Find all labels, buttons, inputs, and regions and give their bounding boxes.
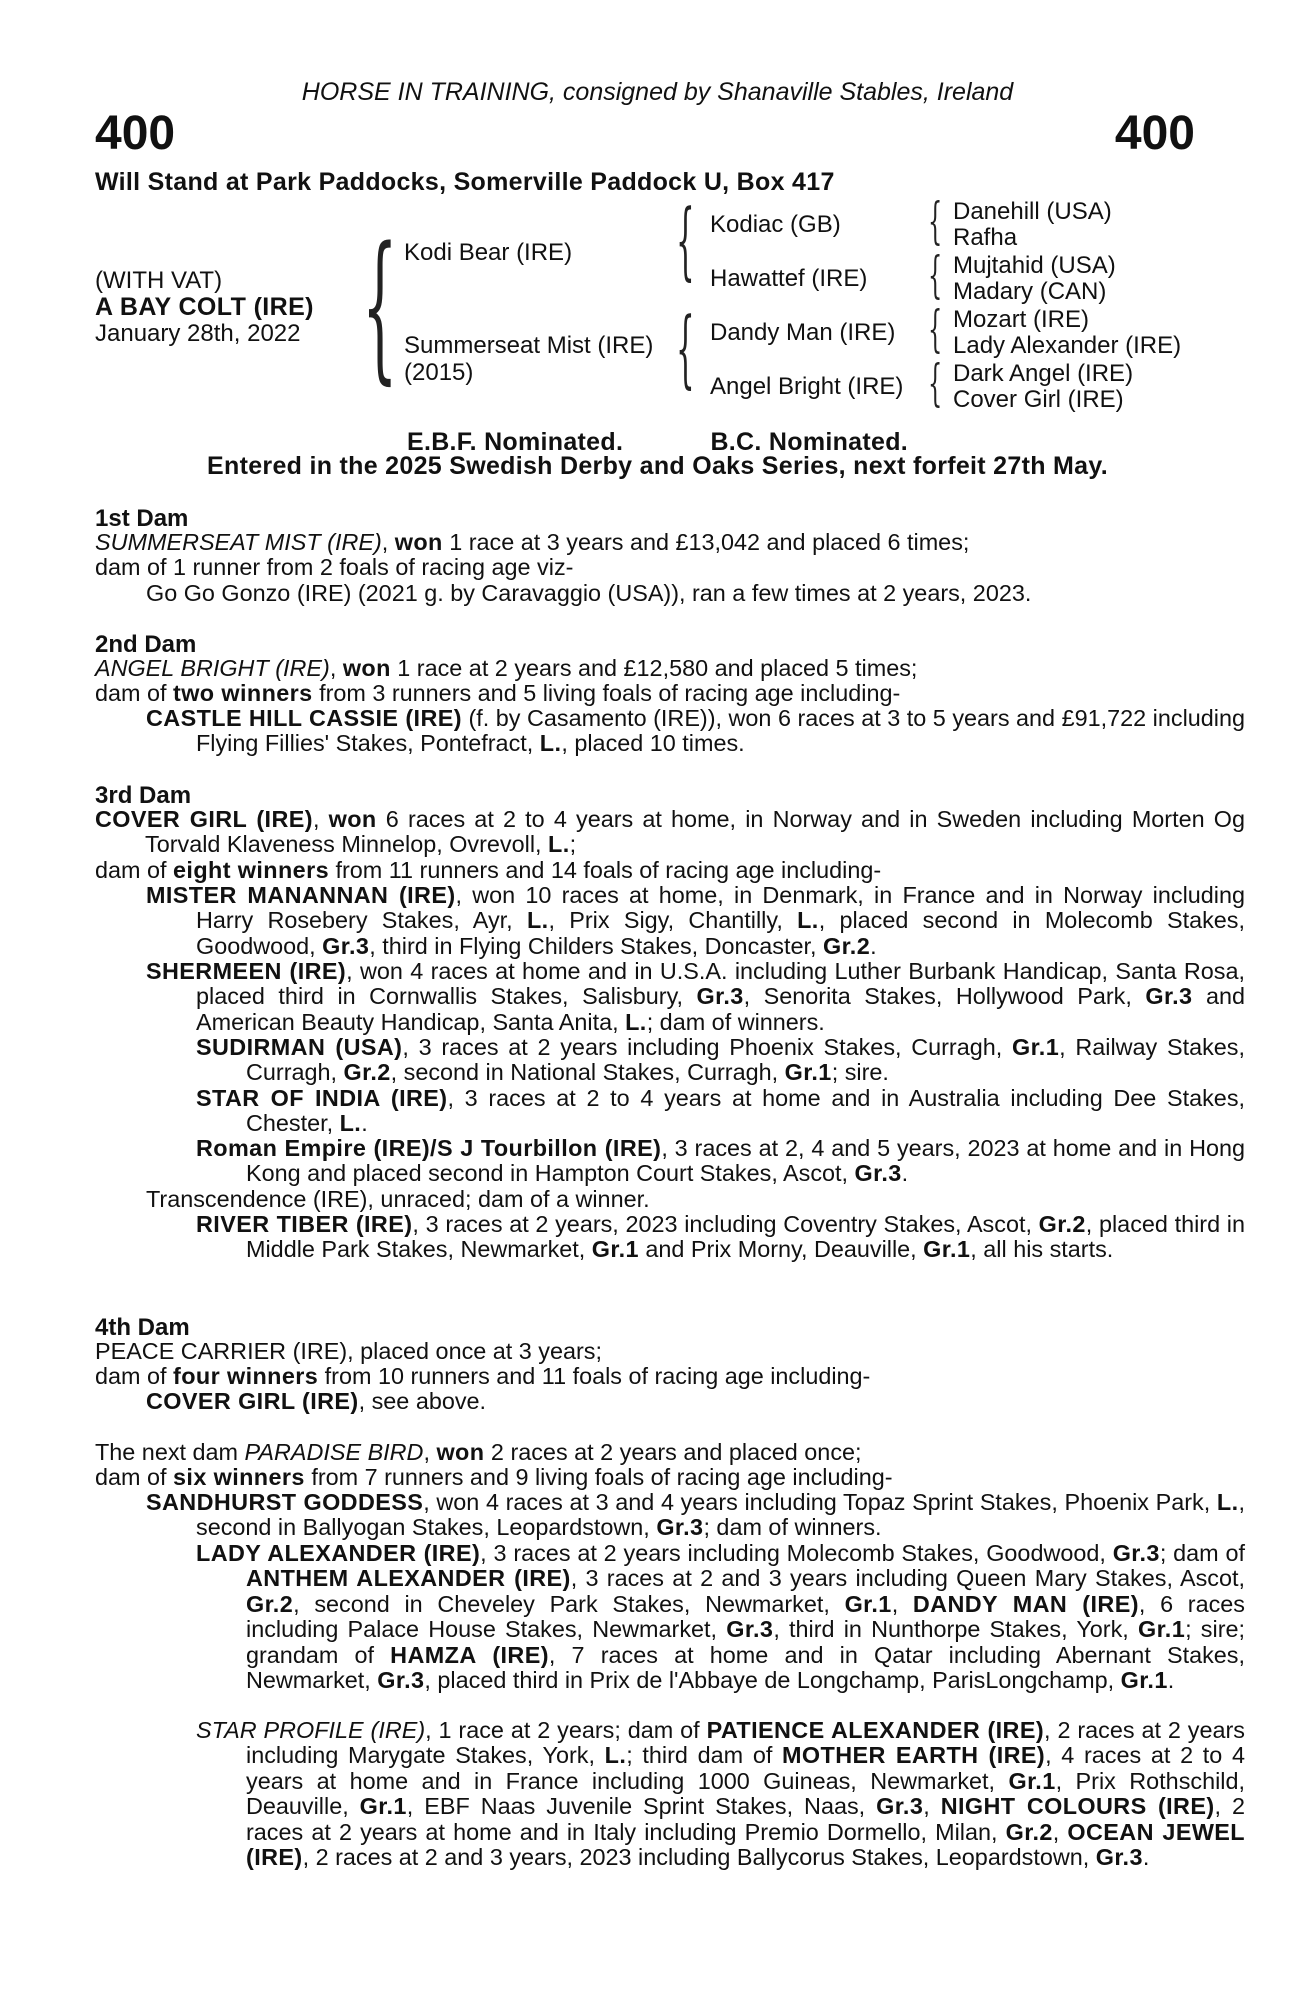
progeny-text: , second in National Stakes, Curragh, — [390, 1059, 785, 1086]
horse-name: A BAY COLT (IRE) — [95, 293, 314, 321]
dam1-rest: 1 race at 3 years and £13,042 and placed 6 times; — [442, 529, 970, 555]
progeny-name: STAR PROFILE (IRE) — [196, 1717, 426, 1743]
progeny-name: HAMZA (IRE) — [390, 1641, 549, 1668]
progeny-text: , third in Nunthorpe Stakes, York, — [773, 1616, 1138, 1643]
progeny-name: NIGHT COLOURS (IRE) — [940, 1793, 1215, 1820]
dam3-winners: eight winners — [173, 857, 329, 883]
group-mark: Gr.3 — [656, 1514, 704, 1541]
progeny-star-profile — [196, 1718, 1245, 1870]
group-mark: Gr.3 — [1112, 1540, 1160, 1566]
pedigree-dam-year: (2015) — [404, 359, 474, 386]
dam5-winners: six winners — [173, 1464, 305, 1490]
group-mark: Gr.2 — [1005, 1818, 1053, 1845]
pedigree-g8: Cover Girl (IRE) — [953, 386, 1124, 413]
dam4-winners: four winners — [173, 1363, 319, 1389]
dam3-semi: ; — [569, 831, 577, 858]
progeny-text: ; sire. — [831, 1059, 889, 1086]
progeny-text: , second in Cheveley Park Stakes, Newmarket, — [293, 1590, 845, 1617]
progeny-name: LADY ALEXANDER (IRE) — [196, 1540, 481, 1566]
progeny-text: , 6 races including Palace House Stakes, Newmarket, — [246, 1590, 1245, 1643]
group-mark: Gr.3 — [876, 1793, 924, 1820]
pedigree-dam-sire: Dandy Man (IRE) — [710, 319, 896, 346]
pedigree-brace-sire: { — [676, 191, 695, 289]
dam4-l2c: from 10 runners and 11 foals of racing age including- — [318, 1363, 871, 1389]
dam2-title: 2nd Dam — [95, 631, 197, 658]
pedigree-sire-dam: Hawattef (IRE) — [710, 265, 868, 292]
progeny-name: Roman Empire (IRE)/S J Tourbillon (IRE) — [196, 1135, 662, 1161]
progeny-transcendence: Transcendence (IRE), unraced; dam of a winner. — [146, 1186, 650, 1212]
group-mark: Gr.3 — [1145, 983, 1193, 1010]
vat-note: (WITH VAT) — [95, 267, 223, 294]
listed-mark: L. — [625, 1008, 647, 1035]
progeny-sandhurst-goddess — [146, 1490, 1245, 1541]
listed-mark: L. — [539, 730, 562, 757]
group-mark: Gr.3 — [726, 1616, 774, 1643]
progeny-text: , see above. — [358, 1388, 487, 1414]
dam5-b: , — [423, 1439, 437, 1465]
pedigree-brace-g3: { — [928, 300, 943, 358]
progeny-text: and Prix Morny, Deauville, — [638, 1236, 924, 1263]
pedigree-dam-dam: Angel Bright (IRE) — [710, 373, 904, 400]
progeny-text: . — [361, 1110, 368, 1137]
progeny-text: , 3 races at 2 and 3 years including Queen Mary Stakes, Ascot, — [570, 1565, 1245, 1592]
listed-mark: L. — [526, 907, 549, 934]
progeny-text: , 2 races at 2 years at home and in Italy including Premio Dormello, Milan, — [246, 1793, 1245, 1845]
progeny-text: , won 10 races at home, in Denmark, in France and in Norway including Harry Rosebery Stakes, Ayr, — [196, 882, 1245, 934]
group-mark: Gr.1 — [923, 1236, 971, 1263]
group-mark: Gr.3 — [377, 1667, 425, 1694]
pedigree-brace-g1: { — [928, 192, 943, 250]
progeny-sudirman — [196, 1035, 1245, 1086]
dam2-l2c: from 3 runners and 5 living foals of racing age including- — [312, 680, 901, 706]
dam3-l2c: from 11 runners and 14 foals of racing age including- — [328, 857, 882, 883]
group-mark: Gr.2 — [246, 1590, 294, 1617]
dam5-line1 — [95, 1440, 1195, 1465]
progeny-text: , 1 race at 2 years; dam of — [425, 1717, 707, 1743]
group-mark: Gr.3 — [696, 983, 744, 1010]
progeny-text: (f. by Casamento (IRE)), won 6 races at 3 to 5 years and £91,722 including Flying Fillies' Stakes, Pontefract, — [196, 705, 1245, 757]
group-mark: Gr.2 — [1038, 1211, 1086, 1237]
dam3-rest: 6 races at 2 to 4 years at home, in Norway and in Sweden including Morten Og Torvald Klaveness Minnelop, Ovrevoll, — [145, 806, 1245, 858]
dam1-line1 — [95, 530, 1195, 555]
pedigree-brace-g2: { — [928, 246, 943, 304]
progeny-text: ; dam of winners. — [703, 1514, 882, 1541]
dam3-line1 — [95, 807, 1245, 858]
progeny-shermeen — [146, 959, 1245, 1035]
progeny-star-of-india — [196, 1086, 1245, 1137]
progeny-text: , won 4 races at home and in U.S.A. including Luther Burbank Handicap, Santa Rosa, placed third in Cornwallis Stakes, Salisbury, — [196, 958, 1245, 1010]
ebf-nomination: E.B.F. Nominated. — [406, 428, 624, 456]
progeny-text: , 3 races at 2 years including Phoenix Stakes, Curragh, — [402, 1034, 1012, 1060]
progeny-text: , 7 races at home and in Qatar including Abernant Stakes, Newmarket, — [246, 1641, 1245, 1694]
listed-mark: L. — [548, 831, 570, 858]
dam1-line3: Go Go Gonzo (IRE) (2021 g. by Caravaggio (USA)), ran a few times at 2 years, 2023. — [146, 580, 1032, 606]
progeny-text: , 3 races at 2 to 4 years at home and in Australia including Dee Stakes, Chester, — [246, 1085, 1246, 1137]
progeny-name: ANTHEM ALEXANDER (IRE) — [246, 1565, 571, 1592]
progeny-text: , third in Flying Childers Stakes, Doncaster, — [369, 932, 823, 959]
dam5-line2 — [95, 1465, 1195, 1490]
progeny-text: ; dam of winners. — [646, 1008, 825, 1035]
group-mark: Gr.1 — [784, 1059, 832, 1086]
lot-number-right: 400 — [1114, 107, 1195, 160]
dam1-title: 1st Dam — [95, 505, 189, 532]
group-mark: Gr.2 — [343, 1059, 391, 1086]
dam4-title: 4th Dam — [95, 1314, 190, 1341]
progeny-text: and American Beauty Handicap, Santa Anita, — [196, 983, 1246, 1035]
dam2-name: ANGEL BRIGHT (IRE) — [95, 655, 330, 681]
progeny-roman-empire — [196, 1136, 1245, 1187]
progeny-text: , placed second in Molecomb Stakes, Goodwood, — [196, 907, 1245, 959]
progeny-name: DANDY MAN (IRE) — [912, 1590, 1139, 1617]
entered-note: Entered in the 2025 Swedish Derby and Oaks Series, next forfeit 27th May. — [207, 452, 1108, 480]
dam3-title: 3rd Dam — [95, 782, 192, 809]
progeny-text: , second in Ballyogan Stakes, Leopardstown, — [196, 1489, 1245, 1541]
listed-mark: L. — [1216, 1489, 1239, 1515]
progeny-text: , placed third in Middle Park Stakes, Newmarket, — [246, 1211, 1245, 1263]
progeny-text: , 2 races at 2 years including Marygate Stakes, York, — [246, 1717, 1245, 1769]
progeny-text: , 3 races at 2, 4 and 5 years, 2023 at home and in Hong Kong and placed second in Hampton Court Stakes, Ascot, — [246, 1135, 1245, 1187]
stable-location: Will Stand at Park Paddocks, Somerville Paddock U, Box 417 — [95, 168, 835, 196]
dam3-won: won — [328, 806, 377, 832]
dam3-line2 — [95, 858, 1195, 883]
group-mark: Gr.1 — [1120, 1667, 1168, 1694]
pedigree-brace-dam: { — [676, 299, 695, 397]
progeny-text: , 3 races at 2 years including Molecomb Stakes, Goodwood, — [480, 1540, 1113, 1566]
progeny-text: . — [1142, 1844, 1150, 1871]
listed-mark: L. — [604, 1742, 627, 1769]
dam3-name: COVER GIRL (IRE) — [95, 806, 313, 832]
dam2-line1 — [95, 656, 1195, 681]
dam2-won: won — [342, 655, 391, 681]
progeny-text: , 3 races at 2 years, 2023 including Coventry Stakes, Ascot, — [412, 1211, 1039, 1237]
dam4-line2 — [95, 1364, 1195, 1389]
progeny-text: . — [870, 932, 877, 959]
progeny-lady-alexander — [196, 1541, 1245, 1693]
progeny-text: , Prix Sigy, Chantilly, — [548, 907, 798, 934]
dam2-l2a: dam of — [95, 680, 174, 706]
progeny-text: ; dam of — [1159, 1540, 1245, 1566]
progeny-text: , 2 races at 2 and 3 years, 2023 including Ballycorus Stakes, Leopardstown, — [302, 1844, 1096, 1871]
group-mark: Gr.1 — [591, 1236, 639, 1263]
progeny-text: , Railway Stakes, Curragh, — [246, 1034, 1245, 1086]
progeny-name: MISTER MANANNAN (IRE) — [146, 882, 456, 908]
progeny-text: , placed third in Prix de l'Abbaye de Longchamp, ParisLongchamp, — [424, 1667, 1121, 1694]
group-mark: Gr.3 — [1095, 1844, 1143, 1871]
group-mark: Gr.1 — [1008, 1767, 1056, 1794]
group-mark: Gr.1 — [359, 1793, 407, 1820]
pedigree-g1: Danehill (USA) — [953, 198, 1112, 225]
dam3-comma: , — [312, 806, 329, 832]
dam4-l2a: dam of — [95, 1363, 174, 1389]
pedigree-sire-sire: Kodiac (GB) — [710, 211, 841, 238]
progeny-name: COVER GIRL (IRE) — [146, 1388, 359, 1414]
progeny-text: , all his starts. — [970, 1236, 1114, 1263]
progeny-text: , placed 10 times. — [561, 730, 745, 757]
progeny-name: STAR OF INDIA (IRE) — [196, 1085, 448, 1111]
progeny-text: ; third dam of — [626, 1742, 783, 1769]
pedigree-g4: Madary (CAN) — [953, 278, 1107, 305]
pedigree-g3: Mujtahid (USA) — [953, 252, 1116, 279]
group-mark: Gr.1 — [1012, 1034, 1060, 1060]
progeny-river-tiber — [196, 1212, 1245, 1263]
horse-dob: January 28th, 2022 — [95, 320, 301, 347]
progeny-text: , won 4 races at 3 and 4 years including Topaz Sprint Stakes, Phoenix Park, — [423, 1489, 1217, 1515]
pedigree-sire: Kodi Bear (IRE) — [404, 239, 573, 266]
dam5-name: PARADISE BIRD — [244, 1439, 424, 1465]
group-mark: Gr.1 — [1137, 1616, 1186, 1643]
dam2-rest: 1 race at 2 years and £12,580 and placed 5 times; — [390, 655, 918, 681]
progeny-text: . — [901, 1160, 909, 1187]
dam5-c: 2 races at 2 years and placed once; — [484, 1439, 862, 1465]
progeny-name: OCEAN JEWEL (IRE) — [246, 1818, 1245, 1871]
pedigree-brace-g4: { — [928, 354, 943, 412]
progeny-name: RIVER TIBER (IRE) — [196, 1211, 413, 1237]
progeny-text: , EBF Naas Juvenile Sprint Stakes, Naas, — [406, 1793, 877, 1820]
lot-number-left: 400 — [95, 107, 176, 160]
consignment-header: HORSE IN TRAINING, consigned by Shanaville Stables, Ireland — [301, 78, 1014, 106]
pedigree-brace-main: { — [362, 212, 398, 399]
progeny-name: CASTLE HILL CASSIE (IRE) — [146, 705, 462, 731]
progeny-text: , — [891, 1590, 913, 1617]
dam1-comma: , — [381, 529, 395, 555]
progeny-mister-manannan — [146, 883, 1245, 959]
progeny-text: , 4 races at 2 to 4 years at home and in France including 1000 Guineas, Newmarket, — [246, 1742, 1246, 1794]
dam2-winners: two winners — [173, 680, 313, 706]
progeny-name: SANDHURST GODDESS — [146, 1489, 424, 1515]
pedigree-dam: Summerseat Mist (IRE) — [404, 332, 654, 359]
pedigree-g7: Dark Angel (IRE) — [953, 360, 1134, 387]
progeny-name: SHERMEEN (IRE) — [146, 958, 347, 984]
progeny-name: PATIENCE ALEXANDER (IRE) — [706, 1717, 1045, 1743]
listed-mark: L. — [797, 907, 819, 934]
progeny-text: , — [923, 1793, 941, 1820]
group-mark: Gr.3 — [854, 1160, 902, 1187]
pedigree-g6: Lady Alexander (IRE) — [953, 332, 1182, 359]
dam2-line2 — [95, 681, 1195, 706]
dam1-line2: dam of 1 runner from 2 foals of racing age viz- — [95, 554, 574, 580]
dam5-won: won — [436, 1439, 485, 1465]
dam5-l2a: dam of — [95, 1464, 174, 1490]
group-mark: Gr.2 — [822, 932, 871, 959]
dam5-a: The next dam — [95, 1439, 245, 1465]
bc-nomination: B.C. Nominated. — [710, 428, 909, 456]
progeny-text: . — [1167, 1667, 1175, 1694]
progeny-text: , Prix Rothschild, Deauville, — [246, 1767, 1245, 1820]
progeny-text: ; sire; grandam of — [246, 1616, 1245, 1668]
dam2-progeny-castle-hill-cassie — [146, 706, 1245, 757]
pedigree-g2: Rafha — [953, 224, 1018, 251]
dam1-name: SUMMERSEAT MIST (IRE) — [95, 529, 382, 555]
listed-mark: L. — [339, 1110, 362, 1137]
progeny-text: , — [1052, 1818, 1068, 1845]
progeny-text: , Senorita Stakes, Hollywood Park, — [743, 983, 1146, 1010]
dam4-line1: PEACE CARRIER (IRE), placed once at 3 years; — [95, 1338, 602, 1364]
dam5-l2c: from 7 runners and 9 living foals of racing age including- — [304, 1464, 893, 1490]
dam2-comma: , — [329, 655, 343, 681]
group-mark: Gr.1 — [844, 1590, 892, 1617]
group-mark: Gr.3 — [322, 932, 370, 959]
progeny-name: SUDIRMAN (USA) — [196, 1034, 403, 1060]
pedigree-g5: Mozart (IRE) — [953, 306, 1090, 333]
dam3-l2a: dam of — [95, 857, 174, 883]
progeny-name: MOTHER EARTH (IRE) — [782, 1742, 1046, 1769]
progeny-cover-girl — [146, 1389, 1195, 1414]
dam1-won: won — [394, 529, 443, 555]
